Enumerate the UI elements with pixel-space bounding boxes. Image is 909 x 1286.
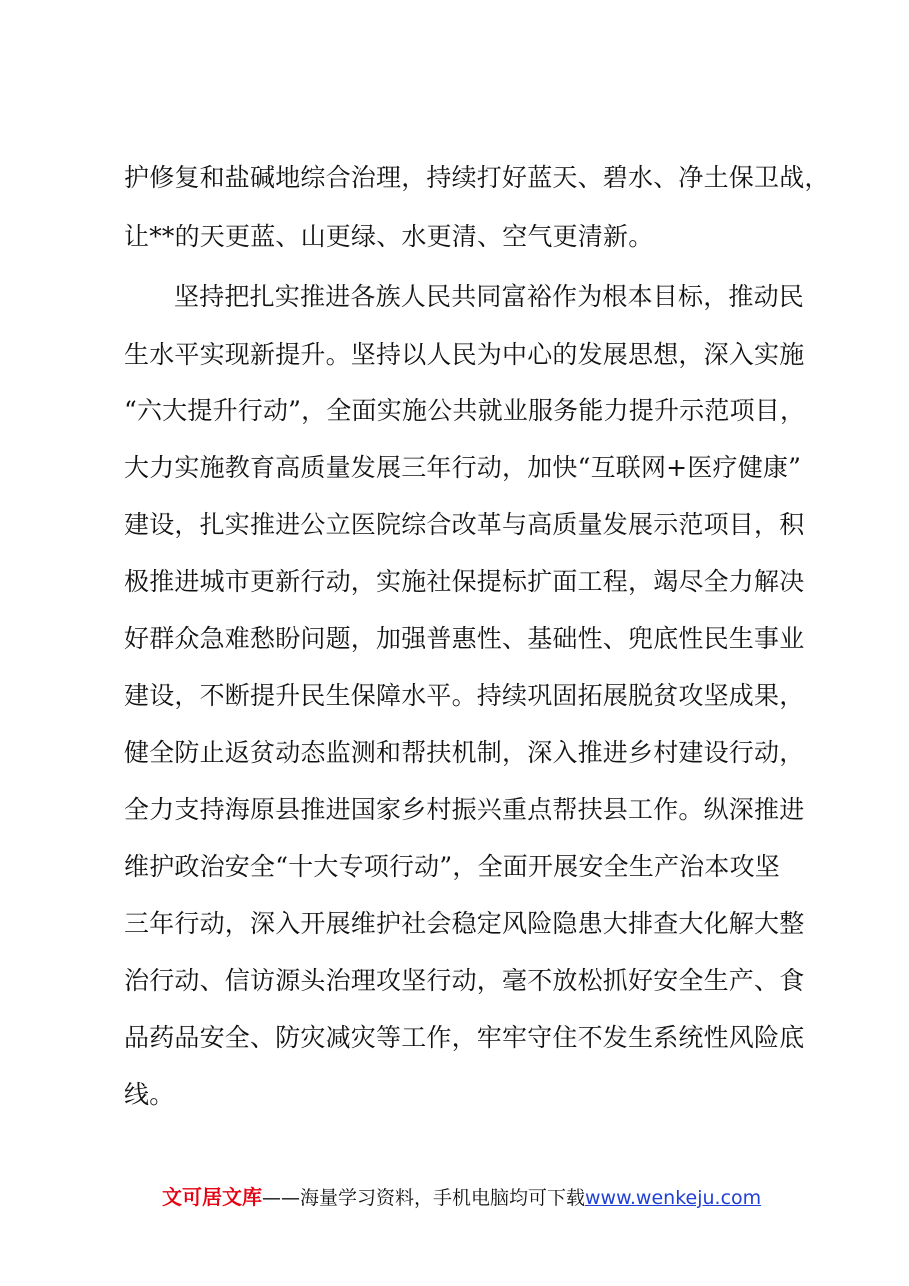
paragraph-line: 建设，不断提升民生保障水平。持续巩固拓展脱贫攻坚成果， (124, 681, 805, 710)
paragraph-line: 极推进城市更新行动，实施社保提标扩面工程，竭尽全力解决 (124, 567, 805, 596)
paragraph-line: 坚持把扎实推进各族人民共同富裕作为根本目标，推动民 (174, 282, 805, 311)
paragraph-line: “六大提升行动”，全面实施公共就业服务能力提升示范项目， (124, 396, 806, 425)
paragraph-line: 生水平实现新提升。坚持以人民为中心的发展思想，深入实施 (124, 340, 805, 369)
footer-tagline: ——海量学习资料，手机电脑均可下载 (262, 1187, 586, 1209)
paragraph-line: 线。 (124, 1080, 175, 1109)
paragraph-line: 建设，扎实推进公立医院综合改革与高质量发展示范项目，积 (124, 510, 805, 539)
paragraph-line: 健全防止返贫动态监测和帮扶机制，深入推进乡村建设行动， (124, 738, 805, 767)
paragraph-line: 让**的天更蓝、山更绿、水更清、空气更清新。 (124, 222, 654, 251)
paragraph-line: 护修复和盐碱地综合治理，持续打好蓝天、碧水、净土保卫战， (124, 163, 830, 192)
paragraph-line: 品药品安全、防灾减灾等工作，牢牢守住不发生系统性风险底 (124, 1023, 805, 1052)
paragraph-line: 大力实施教育高质量发展三年行动，加快“互联网+医疗健康” (124, 453, 802, 482)
paragraph-line: 全力支持海原县推进国家乡村振兴重点帮扶县工作。纵深推进 (124, 795, 805, 824)
paragraph-line: 维护政治安全“十大专项行动”，全面开展安全生产治本攻坚 (124, 852, 780, 881)
footer-brand: 文可居文库 (162, 1185, 262, 1209)
footer-banner (162, 1184, 782, 1210)
paragraph-line: 治行动、信访源头治理攻坚行动，毫不放松抓好安全生产、食 (124, 966, 805, 995)
paragraph-line: 好群众急难愁盼问题，加强普惠性、基础性、兜底性民生事业 (124, 624, 805, 653)
footer-link[interactable]: www.wenkeju.com (585, 1187, 762, 1209)
paragraph-line: 三年行动，深入开展维护社会稳定风险隐患大排查大化解大整 (124, 909, 805, 938)
